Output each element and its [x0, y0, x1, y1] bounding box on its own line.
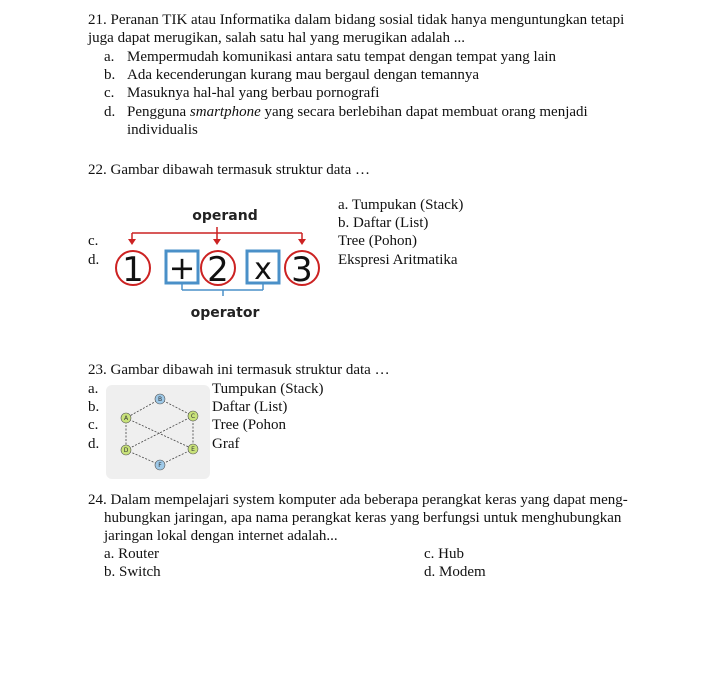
q23-option-b-letter: b. [88, 399, 100, 415]
q23-option-a: Tumpukan (Stack) [212, 381, 324, 397]
graph-figure [106, 385, 210, 479]
q24-text-line1: 24. Dalam mempelajari system komputer ada beberapa perangkat keras yang dapat meng- [88, 492, 628, 508]
q21-option-b-text: Ada kecenderungan kurang mau bergaul dengan temannya [127, 67, 480, 83]
token-operand-2: 2 [207, 250, 229, 290]
q23-option-c: Tree (Pohon [212, 417, 287, 433]
q22-question: 22. Gambar dibawah termasuk struktur data … [88, 162, 371, 178]
graph-node-e-label: E [191, 446, 195, 453]
q23-option-d-letter: d. [88, 436, 100, 452]
q21-text-line2: juga dapat merugikan, salah satu hal yang merugikan adalah ... [88, 30, 465, 46]
q23-option-a-letter: a. [88, 381, 99, 397]
q22-option-c-letter: c. [88, 233, 99, 249]
graph-node-d-label: D [123, 447, 129, 454]
token-operator-times: x [254, 252, 272, 287]
q22-option-d-letter: d. [88, 252, 100, 268]
q22-option-c: Tree (Pohon) [338, 233, 418, 249]
token-operator-plus: + [168, 249, 196, 287]
q21-option-c-text: Masuknya hal-hal yang berbau pornografi [127, 85, 380, 101]
expression-figure [110, 198, 335, 330]
token-operand-3: 3 [291, 250, 313, 290]
q21-option-c-letter: c. [104, 85, 115, 101]
graph-node-f-label: F [158, 462, 162, 469]
q22-option-b: b. Daftar (List) [338, 215, 429, 231]
q24-option-a: a. Router [104, 546, 159, 562]
q23-option-b: Daftar (List) [212, 399, 288, 415]
q24-option-b: b. Switch [104, 564, 161, 580]
q24-text-line3: jaringan lokal dengan internet adalah... [104, 528, 338, 544]
q21-option-d-letter: d. [104, 104, 116, 120]
q21-option-a-text: Mempermudah komunikasi antara satu tempat dengan tempat yang lain [127, 49, 557, 65]
q24-option-d: d. Modem [424, 564, 486, 580]
q23-option-d: Graf [212, 436, 240, 452]
q24-option-c: c. Hub [424, 546, 464, 562]
graph-node-a-label: A [123, 415, 129, 422]
graph-node-c-label: C [190, 413, 196, 420]
q23-option-c-letter: c. [88, 417, 99, 433]
q24-text-line2: hubungkan jaringan, apa nama perangkat keras yang berfungsi untuk menghubungkan [104, 510, 622, 526]
q21-option-a-letter: a. [104, 49, 115, 65]
q22-option-a: a. Tumpukan (Stack) [338, 197, 464, 213]
operand-label: operand [192, 208, 258, 224]
q21-option-d-text-line2: individualis [127, 122, 198, 138]
q23-question: 23. Gambar dibawah ini termasuk struktur data … [88, 362, 390, 378]
operator-label: operator [190, 305, 260, 321]
q21-option-b-letter: b. [104, 67, 116, 83]
q21-text-line1: 21. Peranan TIK atau Informatika dalam bidang sosial tidak hanya menguntungkan tetapi [88, 12, 625, 28]
token-operand-1: 1 [122, 250, 144, 290]
q22-option-d: Ekspresi Aritmatika [338, 252, 458, 268]
graph-node-b-label: B [157, 396, 163, 403]
q21-option-d-text: Pengguna smartphone yang secara berlebihan dapat membuat orang menjadi [127, 104, 588, 120]
